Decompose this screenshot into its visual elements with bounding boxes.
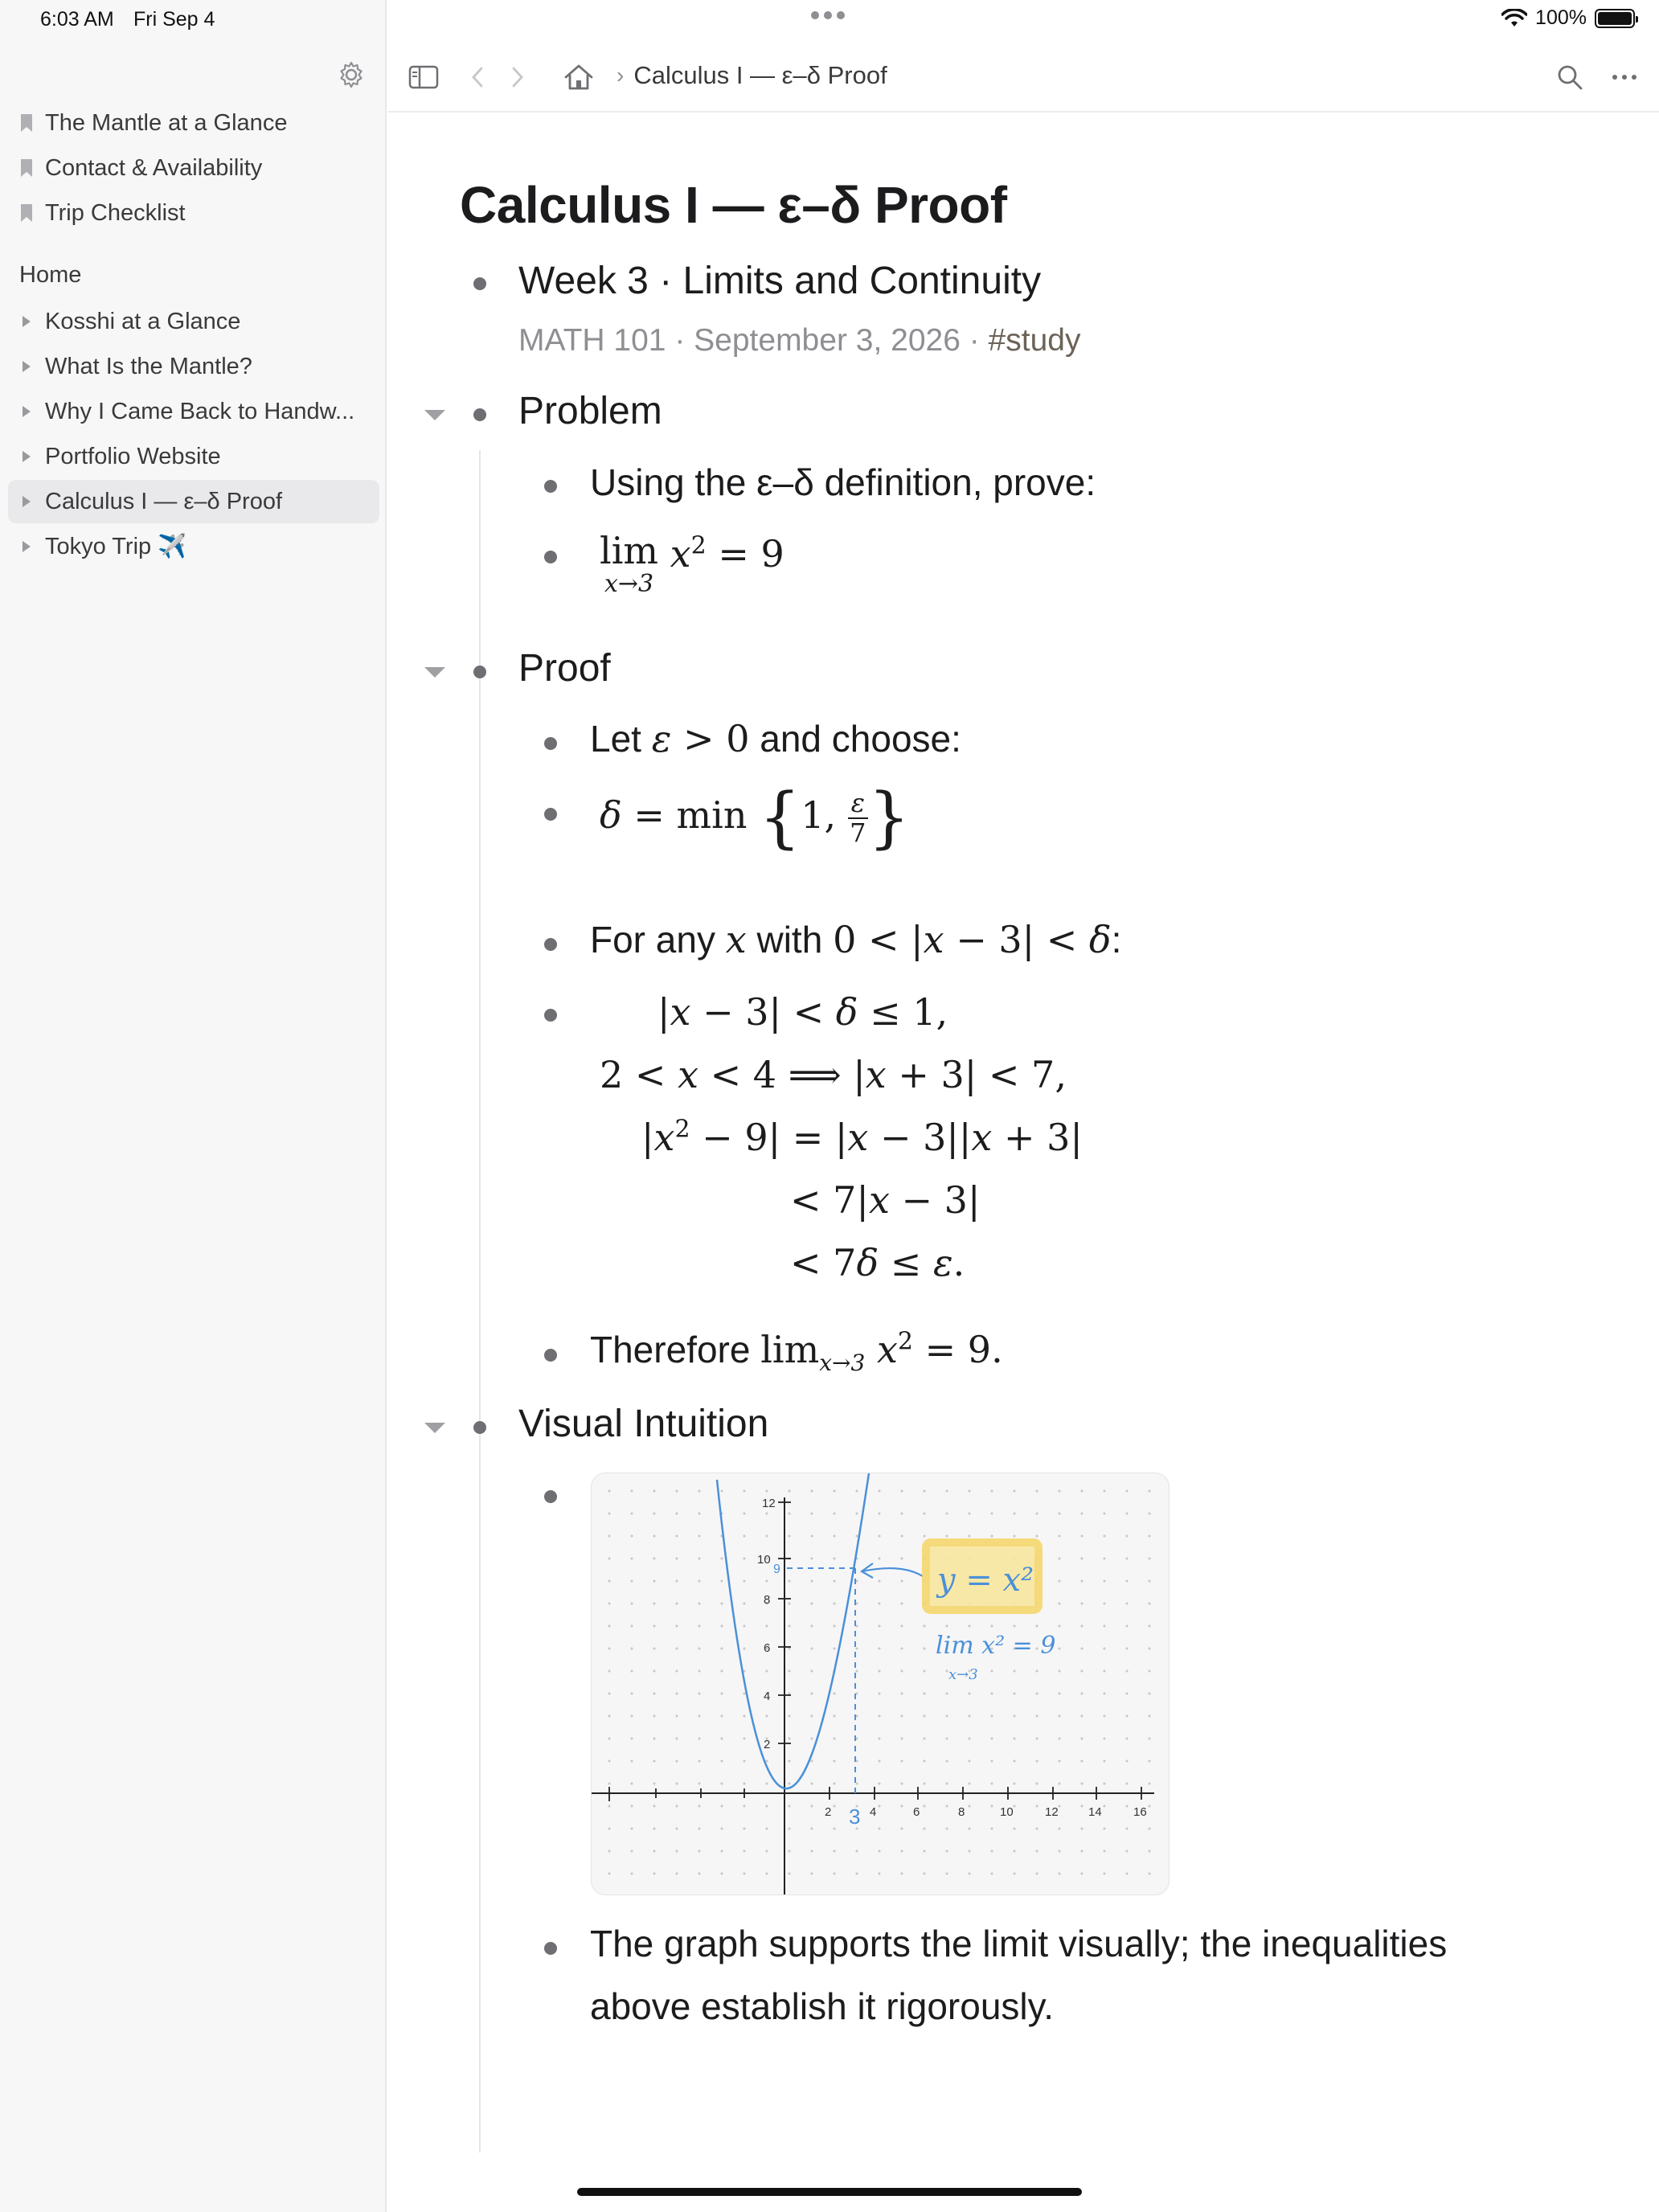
bookmark-icon	[8, 159, 45, 177]
pinned-item-label: The Mantle at a Glance	[45, 109, 288, 136]
sidebar-toggle-icon[interactable]	[406, 59, 441, 95]
battery-percent: 100%	[1535, 6, 1587, 29]
problem-heading[interactable]: Problem	[518, 390, 662, 432]
chain-line-5: < 7δ ≤ ε.	[790, 1241, 965, 1284]
x-tick-label: 12	[1045, 1805, 1059, 1819]
collapse-triangle-icon[interactable]	[424, 410, 445, 420]
y-tick-label: 12	[762, 1497, 776, 1510]
disclosure-triangle-icon[interactable]	[8, 496, 45, 507]
breadcrumb-current[interactable]: Calculus I — ε–δ Proof	[633, 61, 887, 89]
bullet-dot[interactable]	[473, 277, 486, 290]
x-tick-label: 10	[1000, 1805, 1014, 1819]
limit-note: lim x² = 9	[936, 1632, 1056, 1660]
status-time: 6:03 AM	[40, 8, 114, 31]
home-icon[interactable]	[561, 59, 596, 95]
pinned-item[interactable]	[8, 101, 379, 145]
y-tick-label: 6	[764, 1641, 771, 1655]
y-tick-label: 4	[764, 1690, 771, 1703]
page-content	[388, 114, 1659, 2172]
back-chevron-icon[interactable]	[465, 59, 490, 95]
sidebar-page-label: Calculus I — ε–δ Proof	[45, 488, 283, 514]
home-indicator[interactable]	[577, 2188, 1082, 2196]
therefore-prefix: Therefore	[590, 1329, 761, 1370]
sidebar-page-label: What Is the Mantle?	[45, 353, 252, 379]
disclosure-triangle-icon[interactable]	[8, 406, 45, 417]
sidebar-page-label: Portfolio Website	[45, 443, 221, 469]
disclosure-triangle-icon[interactable]	[8, 316, 45, 327]
status-date: Fri Sep 4	[133, 8, 215, 31]
y-tick-label: 10	[757, 1553, 771, 1567]
proof-heading[interactable]: Proof	[518, 647, 611, 690]
toolbar	[388, 48, 1659, 113]
forany-prefix: For any	[590, 919, 726, 961]
proof-let-line[interactable]: Let ε > 0 and choose:	[590, 717, 961, 760]
status-indicators	[1501, 6, 1635, 30]
function-label: y = x²	[937, 1562, 1034, 1599]
indent-guide	[479, 1463, 481, 2153]
breadcrumb[interactable]	[616, 61, 887, 90]
wifi-icon	[1501, 9, 1527, 28]
bookmark-icon	[8, 114, 45, 132]
disclosure-triangle-icon[interactable]	[8, 361, 45, 372]
y-tick-label: 8	[764, 1593, 771, 1607]
bullet-dot[interactable]	[473, 408, 486, 421]
pinned-item-label: Contact & Availability	[45, 154, 263, 181]
disclosure-triangle-icon[interactable]	[8, 451, 45, 462]
bullet-dot[interactable]	[544, 551, 557, 563]
sidebar-page-item[interactable]	[8, 525, 379, 568]
indent-guide	[479, 707, 481, 1505]
marked-x-label: 3	[849, 1804, 861, 1829]
settings-gear-icon[interactable]	[336, 59, 367, 90]
bullet-dot[interactable]	[544, 1490, 557, 1503]
bullet-dot[interactable]	[473, 1421, 486, 1434]
bullet-dot[interactable]	[544, 1942, 557, 1955]
bullet-dot[interactable]	[544, 480, 557, 493]
collapse-triangle-icon[interactable]	[424, 1423, 445, 1433]
chain-line-3: $|x^2 - 9| = |x - 3||x + 3|$	[641, 1115, 1083, 1159]
chain-line-1: |x − 3| < δ ≤ 1,	[657, 990, 948, 1034]
x-tick-label: 6	[913, 1805, 920, 1819]
let-prefix: Let	[590, 718, 652, 760]
let-suffix: and choose:	[749, 718, 961, 760]
bullet-dot[interactable]	[544, 1349, 557, 1362]
bullet-dot[interactable]	[544, 737, 557, 750]
bullet-dot[interactable]	[473, 666, 486, 678]
bullet-dot[interactable]	[544, 938, 557, 951]
page-title[interactable]: Calculus I — ε–δ Proof	[460, 176, 1007, 234]
limit-statement[interactable]: lim x→3 $x^2 = 9$	[600, 529, 784, 598]
sidebar-page-item[interactable]	[8, 390, 379, 433]
meta-text: MATH 101 · September 3, 2026 ·	[518, 323, 989, 358]
multitasking-dots-icon[interactable]	[811, 11, 845, 19]
battery-icon	[1595, 9, 1635, 28]
sidebar-page-item-active[interactable]	[8, 480, 379, 523]
sidebar-page-item[interactable]	[8, 300, 379, 343]
sidebar-page-label: Tokyo Trip ✈️	[45, 534, 187, 559]
sidebar-page-item[interactable]	[8, 345, 379, 388]
week-heading[interactable]: Week 3 · Limits and Continuity	[518, 260, 1042, 302]
sidebar-section-home[interactable]: Home	[19, 262, 82, 288]
y-tick-label: 2	[764, 1738, 771, 1751]
forany-with: with	[746, 919, 834, 961]
sidebar-page-item[interactable]	[8, 435, 379, 478]
x-tick-label: 2	[825, 1805, 832, 1819]
sidebar-page-label: Kosshi at a Glance	[45, 308, 241, 334]
problem-text[interactable]: Using the ε–δ definition, prove:	[590, 461, 1096, 503]
x-tick-label: 4	[870, 1805, 877, 1819]
bookmark-icon	[8, 204, 45, 222]
x-tick-label: 14	[1088, 1805, 1102, 1819]
more-options-icon[interactable]	[1607, 59, 1642, 95]
bullet-dot[interactable]	[544, 808, 557, 821]
forward-chevron-icon[interactable]	[506, 59, 530, 95]
pinned-item-label: Trip Checklist	[45, 199, 186, 226]
x-tick-label: 16	[1133, 1805, 1147, 1819]
disclosure-triangle-icon[interactable]	[8, 541, 45, 552]
search-icon[interactable]	[1552, 59, 1587, 95]
delta-definition[interactable]: δ = min {1, $\frac{\varepsilon}{7}$ }	[600, 780, 911, 856]
handwritten-graph[interactable]	[591, 1473, 1169, 1895]
closing-text-line-2[interactable]: above establish it rigorously.	[590, 1985, 1054, 2027]
breadcrumb-chevron-icon: ›	[616, 63, 625, 88]
page-meta[interactable]	[518, 323, 1080, 358]
pinned-item[interactable]	[8, 191, 379, 235]
closing-text-line-1[interactable]: The graph supports the limit visually; the inequalities	[590, 1923, 1448, 1964]
status-bar	[0, 0, 1659, 39]
chain-line-4: < 7|x − 3|	[790, 1178, 981, 1222]
study-tag[interactable]: #study	[988, 323, 1081, 358]
visual-heading[interactable]: Visual Intuition	[518, 1403, 769, 1445]
bullet-dot[interactable]	[544, 1009, 557, 1022]
sidebar	[0, 0, 387, 2212]
collapse-triangle-icon[interactable]	[424, 667, 445, 678]
proof-conclusion[interactable]: Therefore $\lim_{x\to 3} x^2 = 9$.	[590, 1327, 1003, 1377]
x-tick-label: 8	[958, 1805, 965, 1819]
chain-line-2: 2 < x < 4 ⟹ |x + 3| < 7,	[600, 1053, 1067, 1096]
proof-forany-line[interactable]: For any x with 0 < |x − 3| < δ:	[590, 918, 1122, 961]
sidebar-page-label: Why I Came Back to Handw...	[45, 398, 355, 424]
limit-note-sub: x→3	[948, 1666, 978, 1683]
marked-y-label: 9	[773, 1563, 780, 1576]
pinned-item[interactable]	[8, 146, 379, 190]
